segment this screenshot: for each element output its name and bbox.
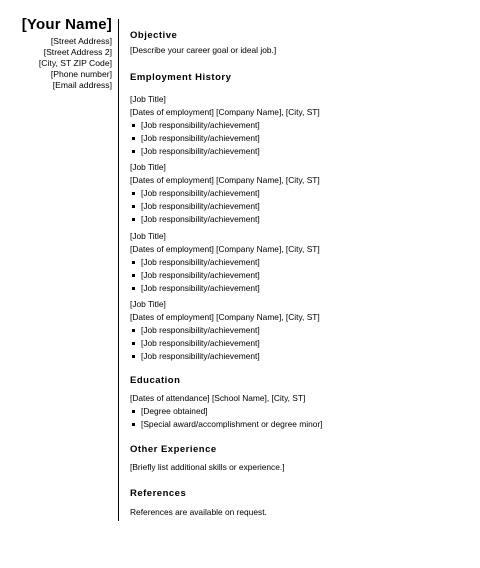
job-details: [Dates of employment] [Company Name], [City, ST] bbox=[130, 175, 320, 185]
other-experience-text: [Briefly list additional skills or experience.] bbox=[130, 462, 285, 472]
job-title: [Job Title] bbox=[130, 94, 166, 104]
job-details: [Dates of employment] [Company Name], [City, ST] bbox=[130, 312, 320, 322]
city-state-zip: [City, ST ZIP Code] bbox=[38, 58, 112, 68]
divider-line bbox=[118, 19, 119, 521]
references-heading: References bbox=[130, 488, 187, 499]
job-bullet: [Job responsibility/achievement] bbox=[130, 257, 260, 268]
job-title: [Job Title] bbox=[130, 299, 166, 309]
bullet-icon bbox=[132, 218, 135, 221]
bullet-icon bbox=[132, 287, 135, 290]
bullet-icon bbox=[132, 205, 135, 208]
job-bullet: [Job responsibility/achievement] bbox=[130, 120, 260, 131]
job-bullet: [Job responsibility/achievement] bbox=[130, 214, 260, 225]
job-title: [Job Title] bbox=[130, 162, 166, 172]
bullet-icon bbox=[132, 261, 135, 264]
job-details: [Dates of employment] [Company Name], [City, ST] bbox=[130, 107, 320, 117]
name-heading: [Your Name] bbox=[21, 16, 112, 33]
bullet-icon bbox=[132, 192, 135, 195]
references-text: References are available on request. bbox=[130, 507, 267, 517]
job-title: [Job Title] bbox=[130, 231, 166, 241]
bullet-icon bbox=[132, 423, 135, 426]
email-address: [Email address] bbox=[52, 80, 112, 90]
bullet-icon bbox=[132, 124, 135, 127]
bullet-icon bbox=[132, 329, 135, 332]
objective-text: [Describe your career goal or ideal job.] bbox=[130, 45, 277, 55]
job-bullet: [Job responsibility/achievement] bbox=[130, 146, 260, 157]
education-heading: Education bbox=[130, 375, 181, 386]
bullet-icon bbox=[132, 355, 135, 358]
street-address-2: [Street Address 2] bbox=[43, 47, 112, 57]
bullet-icon bbox=[132, 150, 135, 153]
education-bullet: [Degree obtained] bbox=[130, 406, 208, 417]
job-bullet: [Job responsibility/achievement] bbox=[130, 338, 260, 349]
employment-heading: Employment History bbox=[130, 72, 232, 83]
education-bullet: [Special award/accomplishment or degree minor] bbox=[130, 419, 323, 430]
job-bullet: [Job responsibility/achievement] bbox=[130, 351, 260, 362]
street-address: [Street Address] bbox=[50, 36, 112, 46]
job-details: [Dates of employment] [Company Name], [City, ST] bbox=[130, 244, 320, 254]
job-bullet: [Job responsibility/achievement] bbox=[130, 325, 260, 336]
education-details: [Dates of attendance] [School Name], [City, ST] bbox=[130, 393, 306, 403]
job-bullet: [Job responsibility/achievement] bbox=[130, 188, 260, 199]
bullet-icon bbox=[132, 137, 135, 140]
job-bullet: [Job responsibility/achievement] bbox=[130, 283, 260, 294]
phone-number: [Phone number] bbox=[50, 69, 112, 79]
job-bullet: [Job responsibility/achievement] bbox=[130, 270, 260, 281]
bullet-icon bbox=[132, 410, 135, 413]
contact-info bbox=[20, 36, 112, 91]
job-bullet: [Job responsibility/achievement] bbox=[130, 133, 260, 144]
bullet-icon bbox=[132, 342, 135, 345]
contact-column bbox=[20, 16, 112, 91]
other-experience-heading: Other Experience bbox=[130, 444, 217, 455]
bullet-icon bbox=[132, 274, 135, 277]
job-bullet: [Job responsibility/achievement] bbox=[130, 201, 260, 212]
objective-heading: Objective bbox=[130, 30, 178, 41]
